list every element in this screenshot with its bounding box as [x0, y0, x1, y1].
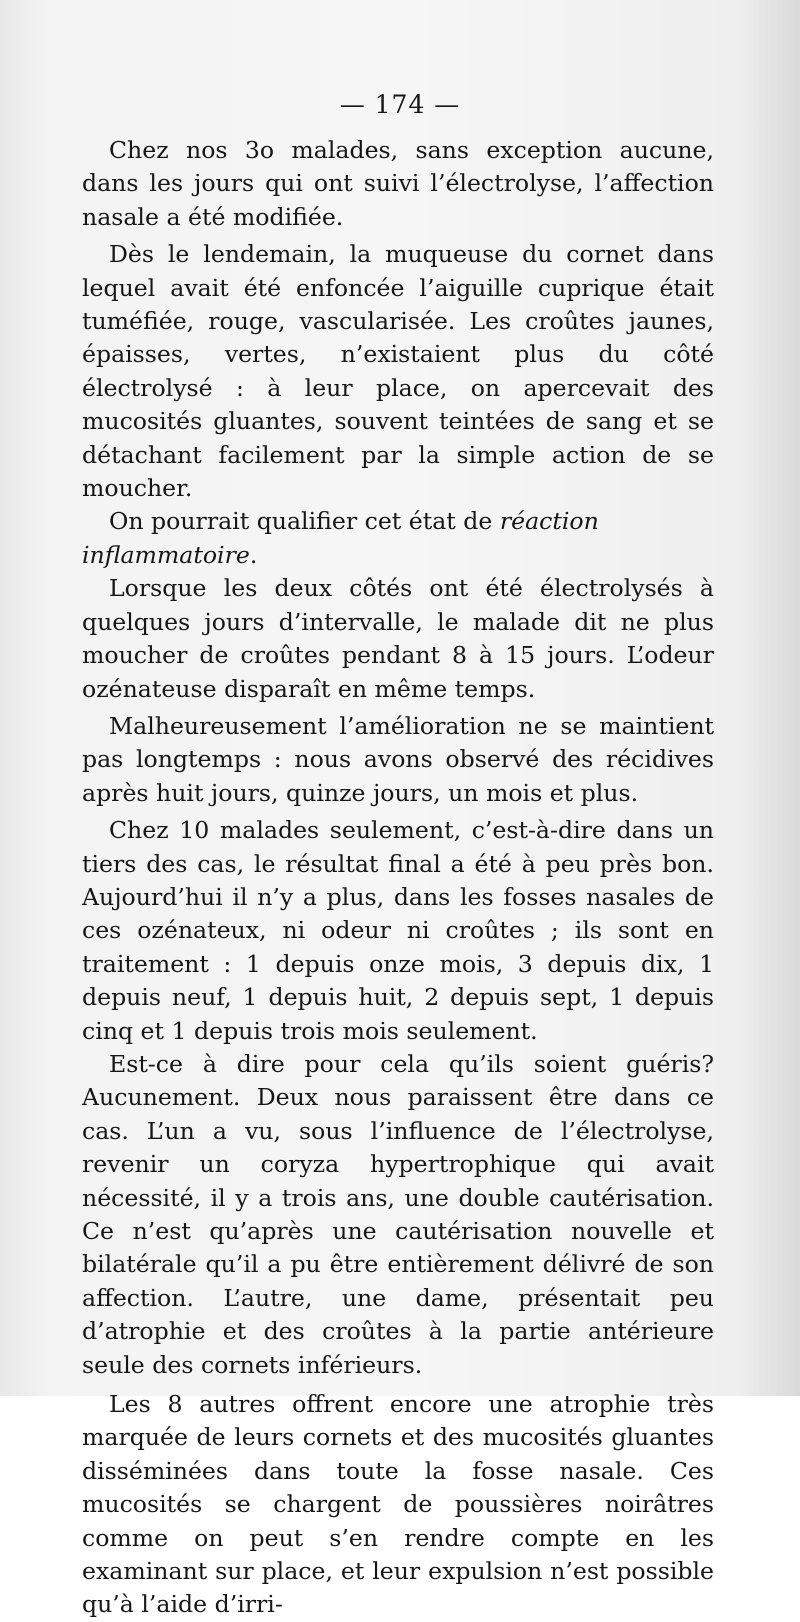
page-number: — 174 — — [339, 90, 461, 119]
paragraph-6-text: Chez 10 malades seulement, c’est-à-dire dans un tiers des cas, le résultat final a été à peu près bon. Aujourd’hui il n’y a plus, dans les fosses nasales de ces ozénateux, ni odeur ni croûtes ; ils sont en traitement : 1 depuis onze mois, 3 depuis dix, 1 depuis neuf, 1 depuis huit, 2 depuis sept, 1 depuis cinq et 1 depuis trois mois seulement. — [82, 816, 714, 1045]
paragraph-7 — [82, 1048, 714, 1382]
paragraph-3 — [82, 505, 714, 572]
paragraph-3-text: On pourrait qualifier cet état de — [109, 507, 500, 536]
paragraph-6 — [82, 814, 714, 1048]
paragraph-5 — [82, 710, 714, 810]
paragraph-8-text: Les 8 autres offrent encore une atrophie très marquée de leurs cornets et des mucosités gluantes disséminées dans toute la fosse nasale. Ces mucosités se chargent de poussières noirâtres comme on peut s’en rendre compte en les examinant sur place, et leur expulsion n’est possible qu’à l’aide d’irri- — [82, 1390, 714, 1619]
paragraph-2-text: Dès le lendemain, la muqueuse du cornet dans lequel avait été enfoncée l’aiguille cuprique était tuméfiée, rouge, vascularisée. Les croûtes jaunes, épaisses, vertes, n’existaient plus du côté électrolysé : à leur place, on apercevait des mucosités gluantes, souvent teintées de sang et se détachant facilement par la simple action de se moucher. — [82, 240, 714, 503]
paragraph-1 — [82, 134, 714, 234]
body-text — [82, 134, 714, 1622]
paragraph-5-text: Malheureusement l’amélioration ne se maintient pas longtemps : nous avons observé des récidives après huit jours, quinze jours, un mois et plus. — [82, 711, 714, 807]
italic-term: réaction inflammatoire — [82, 507, 599, 569]
paragraph-1-text: Chez nos 3o malades, sans exception aucune, dans les jours qui ont suivi l’électrolyse, l’affection nasale a été modifiée. — [82, 136, 714, 231]
paragraph-2 — [82, 238, 714, 505]
paragraph-4-text: Lorsque les deux côtés ont été électrolysés à quelques jours d’intervalle, le malade dit ne plus moucher de croûtes pendant 8 à 15 jours. L’odeur ozénateuse disparaît en même temps. — [82, 574, 714, 703]
paragraph-4 — [82, 572, 714, 706]
paragraph-8 — [82, 1388, 714, 1622]
paragraph-7-text: Est-ce à dire pour cela qu’ils soient guéris? Aucunement. Deux nous paraissent être dans ce cas. L’un a vu, sous l’influence de l’électrolyse, revenir un coryza hypertrophique qui avait nécessité, il y a trois ans, une double cautérisation. Ce n’est qu’après une cautérisation nouvelle et bilatérale qu’il a pu être entièrement délivré de son affection. L’autre, une dame, présentait peu d’atrophie et des croûtes à la partie antérieure seule des cornets inférieurs. — [82, 1049, 714, 1379]
paragraph-3-end: . — [249, 540, 258, 569]
